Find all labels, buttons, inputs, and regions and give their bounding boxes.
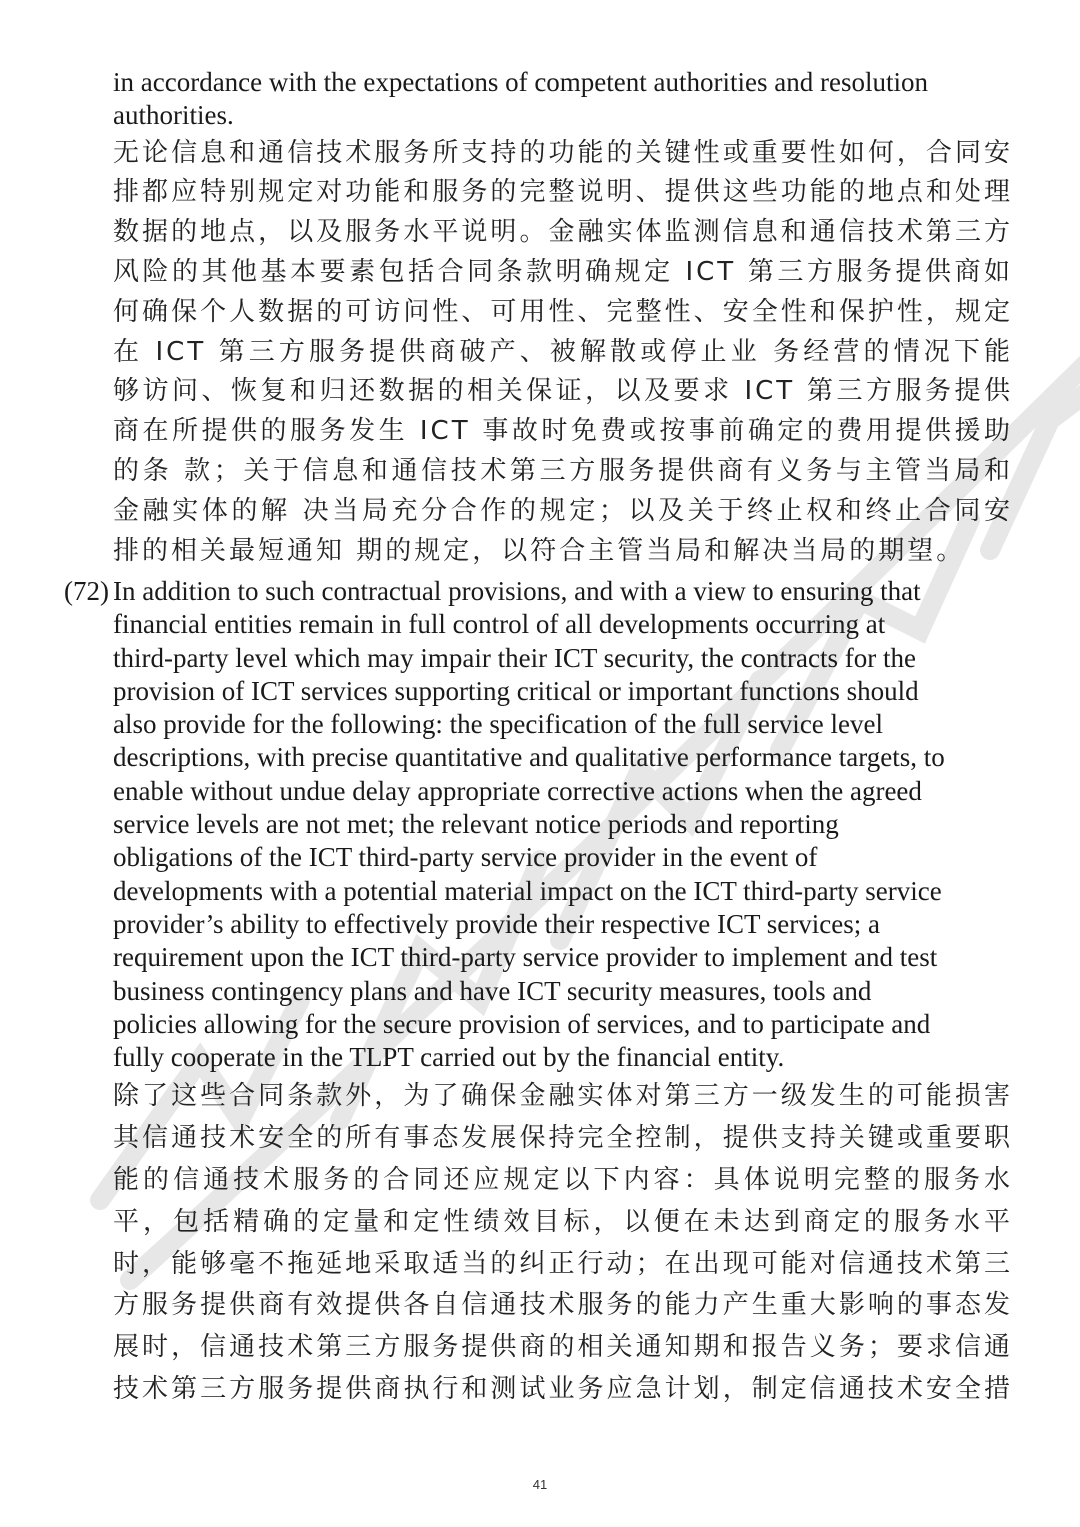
zh-line: 排都应特别规定对功能和服务的完整说明、提供这些功能的地点和处理 — [113, 177, 1013, 208]
en-line: fully cooperate in the TLPT carried out by the financial entity. — [113, 1042, 785, 1073]
en-line: provider’s ability to effectively provide their respective ICT services; a — [113, 908, 880, 939]
zh-line: 风险的其他基本要素包括合同条款明确规定 ICT 第三方服务提供商如 — [113, 256, 1013, 287]
zh-line: 展时，信通技术第三方服务提供商的相关通知期和报告义务；要求信通 — [113, 1332, 1013, 1363]
zh-line: 平，包括精确的定量和定性绩效目标，以便在未达到商定的服务水平 — [113, 1206, 1013, 1237]
en-line: policies allowing for the secure provision of services, and to participate and — [113, 1008, 931, 1039]
en-line: obligations of the ICT third-party service provider in the event of — [113, 842, 818, 873]
en-line: authorities. — [113, 100, 234, 131]
en-line: descriptions, with precise quantitative and qualitative performance targets, to — [113, 742, 945, 773]
recital-number: (72) — [64, 576, 109, 606]
zh-line: 在 ICT 第三方服务提供商破产、被解散或停止业 务经营的情况下能 — [113, 336, 1013, 367]
zh-line: 何确保个人数据的可访问性、可用性、完整性、安全性和保护性，规定 — [113, 296, 1013, 327]
recital-72 — [64, 575, 1014, 1409]
zh-line: 能的信通技术服务的合同还应规定以下内容：具体说明完整的服务水 — [113, 1165, 1013, 1196]
zh-line: 技术第三方服务提供商执行和测试业务应急计划，制定信通技术安全措 — [113, 1374, 1013, 1405]
en-line: developments with a potential material impact on the ICT third-party service — [113, 875, 942, 906]
en-line: enable without undue delay appropriate corrective actions when the agreed — [113, 775, 922, 806]
en-line: business contingency plans and have ICT security measures, tools and — [113, 975, 872, 1006]
zh-line: 商在所提供的服务发生 ICT 事故时免费或按事前确定的费用提供援助 — [113, 416, 1013, 447]
en-line: service levels are not met; the relevant notice periods and reporting — [113, 809, 839, 840]
chinese-translation — [113, 1078, 1013, 1408]
zh-line: 数据的地点，以及服务水平说明。金融实体监测信息和通信技术第三方 — [113, 217, 1013, 248]
zh-line: 排的相关最短通知 期的规定，以符合主管当局和解决当局的期望。 — [113, 535, 966, 566]
en-line: in accordance with the expectations of competent authorities and resolution — [113, 67, 928, 97]
zh-line: 其信通技术安全的所有事态发展保持完全控制，提供支持关键或重要职 — [113, 1123, 1013, 1154]
chinese-translation — [113, 135, 1013, 571]
zh-line: 无论信息和通信技术服务所支持的功能的关键性或重要性如何，合同安 — [113, 137, 1013, 168]
zh-line: 方服务提供商有效提供各自信通技术服务的能力产生重大影响的事态发 — [113, 1290, 1013, 1321]
zh-line: 时，能够毫不拖延地采取适当的纠正行动；在出现可能对信通技术第三 — [113, 1248, 1013, 1279]
zh-line: 除了这些合同条款外，为了确保金融实体对第三方一级发生的可能损害 — [113, 1081, 1013, 1112]
continued-paragraph — [113, 66, 1013, 570]
zh-line: 金融实体的解 决当局充分合作的规定；以及关于终止权和终止合同安 — [113, 495, 1013, 526]
recital-72-body — [113, 575, 1013, 1409]
en-line: In addition to such contractual provisions, and with a view to ensuring that — [113, 576, 921, 606]
zh-line: 的条 款；关于信息和通信技术第三方服务提供商有义务与主管当局和 — [113, 455, 1013, 486]
en-line: provision of ICT services supporting critical or important functions should — [113, 675, 919, 706]
zh-line: 够访问、恢复和归还数据的相关保证，以及要求 ICT 第三方服务提供 — [113, 376, 1013, 407]
page-number: 41 — [532, 1477, 548, 1492]
en-line: financial entities remain in full control of all developments occurring at — [113, 609, 886, 640]
en-line: also provide for the following: the specification of the full service level — [113, 709, 884, 740]
en-line: third-party level which may impair their ICT security, the contracts for the — [113, 642, 916, 673]
en-line: requirement upon the ICT third-party service provider to implement and test — [113, 942, 938, 973]
